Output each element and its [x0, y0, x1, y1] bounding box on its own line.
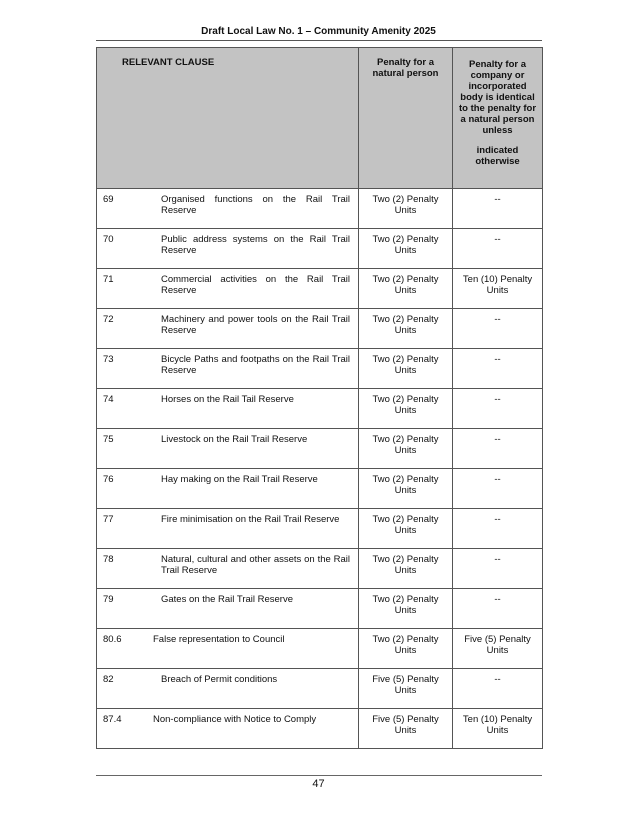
natural-person-penalty: Two (2) Penalty Units [359, 269, 453, 309]
clause-description: Commercial activities on the Rail Trail Reserve [161, 274, 350, 296]
company-penalty: -- [453, 669, 543, 709]
clause-number: 77 [103, 514, 114, 525]
clause-description: Fire minimisation on the Rail Trail Reserve [161, 514, 340, 525]
table-row [97, 709, 543, 749]
document-title: Draft Local Law No. 1 – Community Amenity 2025 [201, 26, 436, 37]
company-penalty: -- [453, 229, 543, 269]
natural-person-penalty: Two (2) Penalty Units [359, 629, 453, 669]
table-row [97, 429, 543, 469]
clause-number: 75 [103, 434, 114, 445]
clause-number: 76 [103, 474, 114, 485]
header-relevant-clause [97, 48, 359, 189]
header-company [453, 48, 543, 189]
footer-divider [96, 775, 542, 776]
clause-description: Gates on the Rail Trail Reserve [161, 594, 294, 605]
table-row [97, 229, 543, 269]
clause-cell [97, 429, 359, 469]
table-row [97, 349, 543, 389]
clause-cell [97, 709, 359, 749]
natural-person-penalty: Two (2) Penalty Units [359, 429, 453, 469]
clause-description: Organised functions on the Rail Trail Reserve [161, 194, 350, 216]
natural-person-penalty: Two (2) Penalty Units [359, 469, 453, 509]
penalty-table [96, 47, 543, 749]
company-penalty: Ten (10) Penalty Units [453, 709, 543, 749]
natural-person-penalty: Two (2) Penalty Units [359, 309, 453, 349]
clause-number: 70 [103, 234, 114, 245]
table-row [97, 629, 543, 669]
clause-description: Livestock on the Rail Trail Reserve [161, 434, 308, 445]
table-row [97, 469, 543, 509]
clause-number: 79 [103, 594, 114, 605]
clause-number: 74 [103, 394, 114, 405]
clause-number: 80.6 [103, 634, 122, 645]
header-clause-label: RELEVANT CLAUSE [122, 57, 215, 68]
clause-description: Natural, cultural and other assets on the Rail Trail Reserve [161, 554, 350, 576]
natural-person-penalty: Two (2) Penalty Units [359, 229, 453, 269]
clause-number: 71 [103, 274, 114, 285]
header-divider [96, 40, 542, 41]
company-penalty: -- [453, 549, 543, 589]
clause-description: Non-compliance with Notice to Comply [153, 714, 317, 725]
clause-cell [97, 469, 359, 509]
table-row [97, 189, 543, 229]
clause-cell [97, 589, 359, 629]
clause-description: Bicycle Paths and footpaths on the Rail Trail Reserve [161, 354, 350, 376]
page-number: 47 [312, 778, 325, 790]
clause-cell [97, 349, 359, 389]
company-penalty: -- [453, 429, 543, 469]
table-row [97, 669, 543, 709]
natural-person-penalty: Five (5) Penalty Units [359, 669, 453, 709]
company-penalty: Five (5) Penalty Units [453, 629, 543, 669]
table-row [97, 309, 543, 349]
natural-person-penalty: Two (2) Penalty Units [359, 549, 453, 589]
table-row [97, 509, 543, 549]
clause-description: False representation to Council [153, 634, 285, 645]
clause-description: Breach of Permit conditions [161, 674, 278, 685]
clause-cell [97, 269, 359, 309]
natural-person-penalty: Two (2) Penalty Units [359, 189, 453, 229]
clause-number: 87.4 [103, 714, 122, 725]
company-penalty: -- [453, 589, 543, 629]
header-natural-person [359, 48, 453, 189]
clause-number: 82 [103, 674, 114, 685]
company-penalty: -- [453, 309, 543, 349]
clause-description: Hay making on the Rail Trail Reserve [161, 474, 318, 485]
natural-person-penalty: Two (2) Penalty Units [359, 349, 453, 389]
company-penalty: -- [453, 509, 543, 549]
natural-person-penalty: Two (2) Penalty Units [359, 509, 453, 549]
clause-description: Horses on the Rail Tail Reserve [161, 394, 294, 405]
clause-number: 73 [103, 354, 114, 365]
clause-cell [97, 509, 359, 549]
natural-person-penalty: Two (2) Penalty Units [359, 389, 453, 429]
company-penalty: -- [453, 469, 543, 509]
table-row [97, 389, 543, 429]
company-penalty: -- [453, 389, 543, 429]
clause-description: Public address systems on the Rail Trail Reserve [161, 234, 350, 256]
header-natural-label: Penalty for a natural person [372, 57, 439, 79]
clause-cell [97, 229, 359, 269]
clause-cell [97, 629, 359, 669]
clause-number: 72 [103, 314, 114, 325]
table-header-row [97, 48, 543, 189]
clause-cell [97, 549, 359, 589]
clause-cell [97, 309, 359, 349]
table-row [97, 269, 543, 309]
natural-person-penalty: Two (2) Penalty Units [359, 589, 453, 629]
clause-cell [97, 389, 359, 429]
table-row [97, 589, 543, 629]
header-company-label: Penalty for a company or incorporated body is identical to the penalty for a natural person unless [458, 59, 537, 136]
company-penalty: -- [453, 349, 543, 389]
header-company-note: indicated otherwise [475, 145, 520, 167]
clause-cell [97, 669, 359, 709]
clause-number: 78 [103, 554, 114, 565]
clause-number: 69 [103, 194, 114, 205]
table-row [97, 549, 543, 589]
company-penalty: -- [453, 189, 543, 229]
company-penalty: Ten (10) Penalty Units [453, 269, 543, 309]
clause-description: Machinery and power tools on the Rail Trail Reserve [161, 314, 350, 336]
clause-cell [97, 189, 359, 229]
natural-person-penalty: Five (5) Penalty Units [359, 709, 453, 749]
